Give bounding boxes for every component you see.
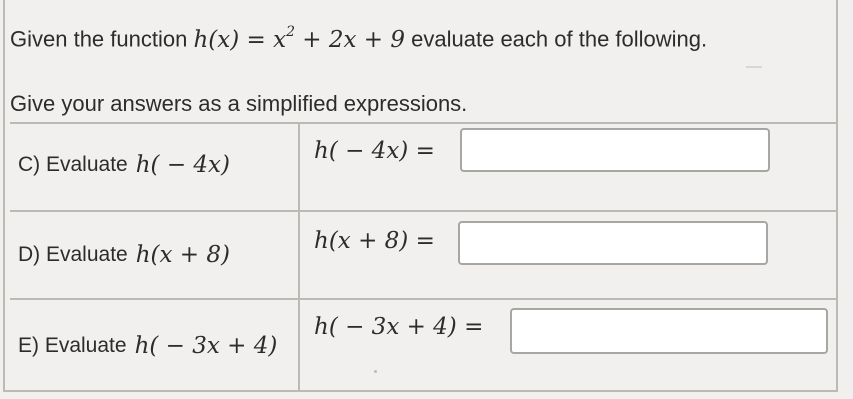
function-rhs: + 2x + 9 (295, 26, 406, 53)
column-divider (298, 122, 300, 390)
row-c-label-expression: h( − 4x) (135, 152, 230, 178)
row-d-equation: h(x + 8) = (314, 228, 435, 254)
row-e-label (18, 333, 277, 359)
function-exponent: 2 (286, 24, 295, 40)
function-definition (193, 24, 406, 53)
row-e-answer-input[interactable] (510, 308, 828, 354)
row-d-label-expression: h(x + 8) (135, 242, 230, 268)
row-c-label-text: C) Evaluate (18, 153, 128, 176)
row-d-label (18, 242, 230, 268)
problem-statement (10, 20, 707, 54)
row-e-label-expression: h( − 3x + 4) (134, 333, 278, 359)
row-c-label (18, 152, 230, 178)
row-d-label-text: D) Evaluate (18, 243, 128, 266)
instruction-text: Give your answers as a simplified expressions. (10, 91, 468, 116)
stray-dot (374, 370, 377, 373)
row-e-equation: h( − 3x + 4) = (314, 314, 484, 340)
function-lhs: h(x) = x (193, 26, 287, 53)
row-c-answer-input[interactable] (460, 128, 770, 172)
row-c-equation: h( − 4x) = (314, 138, 435, 164)
table-top-border (10, 122, 836, 124)
intro-pre-text: Given the function (10, 26, 188, 52)
row-divider-2 (10, 298, 836, 300)
stray-mark (746, 66, 762, 68)
row-divider-1 (10, 210, 836, 212)
intro-post-text: evaluate each of the following. (411, 26, 708, 52)
row-d-answer-input[interactable] (458, 221, 768, 265)
row-e-label-text: E) Evaluate (18, 334, 127, 357)
